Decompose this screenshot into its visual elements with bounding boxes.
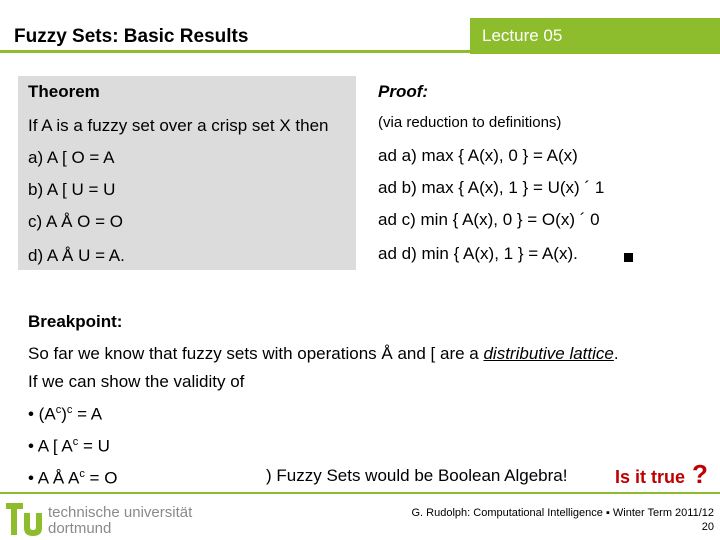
theorem-item-c: c) A Å O = O bbox=[28, 212, 123, 231]
law-excluded-middle bbox=[28, 436, 110, 457]
university-city: dortmund bbox=[48, 520, 112, 537]
law-text: • (A bbox=[28, 404, 56, 424]
law-text: • A [ A bbox=[28, 436, 73, 456]
breakpoint-statement-suffix: . bbox=[613, 344, 619, 363]
breakpoint-statement-prefix: So far we know that fuzzy sets with operations Å and [ are a bbox=[28, 344, 484, 363]
theorem-item-d: d) A Å U = A. bbox=[28, 246, 125, 265]
law-text: = O bbox=[84, 468, 118, 488]
breakpoint-statement bbox=[28, 344, 619, 364]
proof-title: Proof: bbox=[378, 82, 429, 101]
law-contradiction bbox=[28, 468, 117, 489]
theorem-intro: If A is a fuzzy set over a crisp set X then bbox=[28, 116, 329, 135]
lecture-label: Lecture 05 bbox=[482, 26, 563, 45]
breakpoint-title: Breakpoint: bbox=[28, 312, 123, 331]
university-name: technische universität bbox=[48, 504, 193, 521]
proof-item-d: ad d) min { A(x), 1 } = A(x). bbox=[378, 244, 578, 263]
proof-item-c: ad c) min { A(x), 0 } = O(x) ´ 0 bbox=[378, 210, 600, 229]
theorem-item-a: a) A [ O = A bbox=[28, 148, 115, 167]
is-it-true-label: Is it true bbox=[615, 467, 686, 487]
theorem-item-b: b) A [ U = U bbox=[28, 180, 116, 199]
slide-title: Fuzzy Sets: Basic Results bbox=[14, 26, 249, 47]
theorem-title: Theorem bbox=[28, 82, 100, 101]
proof-item-a: ad a) max { A(x), 0 } = A(x) bbox=[378, 146, 578, 165]
theorem-box bbox=[18, 76, 356, 270]
university-logo bbox=[0, 497, 200, 540]
question-mark-icon: ? bbox=[692, 459, 708, 489]
complement-sup: c bbox=[79, 468, 85, 480]
breakpoint-conclusion: ) Fuzzy Sets would be Boolean Algebra! bbox=[266, 466, 568, 485]
law-text: ) bbox=[61, 404, 67, 424]
footer-credit: G. Rudolph: Computational Intelligence ▪ Winter Term 2011/12 bbox=[411, 507, 714, 519]
law-text: = A bbox=[72, 404, 103, 424]
header-rule bbox=[0, 50, 470, 53]
footer-rule bbox=[0, 492, 720, 494]
proof-intro: (via reduction to definitions) bbox=[378, 114, 562, 131]
law-text: • A Å A bbox=[28, 468, 80, 488]
page-number: 20 bbox=[701, 521, 714, 533]
complement-sup: c bbox=[72, 436, 79, 448]
distributive-lattice-term: distributive lattice bbox=[483, 344, 614, 363]
tu-logo-icon bbox=[2, 499, 42, 539]
law-text: = U bbox=[78, 436, 110, 456]
complement-sup: c bbox=[66, 404, 73, 416]
law-double-complement bbox=[28, 404, 102, 425]
proof-item-b: ad b) max { A(x), 1 } = U(x) ´ 1 bbox=[378, 178, 605, 197]
breakpoint-condition: If we can show the validity of bbox=[28, 372, 245, 391]
complement-sup: c bbox=[55, 404, 62, 416]
qed-square-icon bbox=[624, 253, 633, 262]
lecture-tab bbox=[470, 18, 720, 54]
